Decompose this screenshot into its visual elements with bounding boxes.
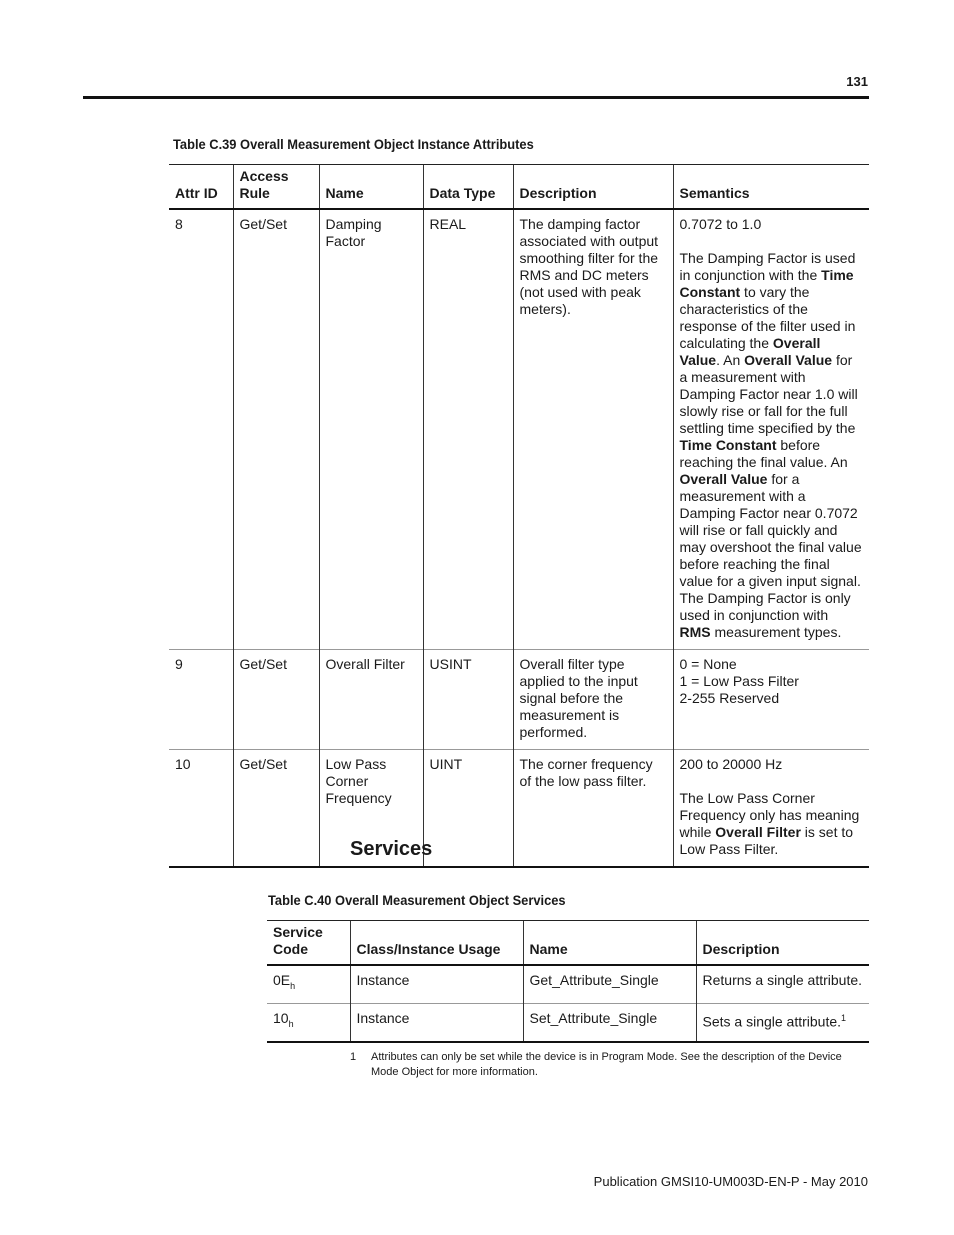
name-cell: Damping Factor: [319, 209, 423, 650]
access-cell: Get/Set: [233, 750, 319, 868]
table-row: [169, 750, 869, 868]
semantics-line: 1 = Low Pass Filter: [679, 673, 799, 689]
attributes-table: [169, 164, 869, 868]
service-name-cell: Set_Attribute_Single: [523, 1003, 696, 1041]
services-heading: Services: [350, 838, 433, 860]
service-description-cell: Returns a single attribute.: [696, 965, 869, 1003]
semantics-cell: [673, 650, 869, 750]
page-number: 131: [846, 74, 868, 89]
name-cell: Overall Filter: [319, 650, 423, 750]
footnote: [350, 1050, 870, 1080]
semantics-line: 2-255 Reserved: [679, 690, 780, 706]
col-description: Description: [696, 921, 869, 966]
services-table: [267, 920, 869, 1043]
col-semantics: Semantics: [673, 165, 869, 210]
semantics-range: 0.7072 to 1.0: [679, 216, 762, 232]
col-service-code: Service Code: [267, 921, 350, 966]
type-cell: USINT: [423, 650, 513, 750]
attr-id-cell: 9: [169, 650, 233, 750]
table-header-row: [169, 165, 869, 210]
col-data-type: Data Type: [423, 165, 513, 210]
col-description: Description: [513, 165, 673, 210]
type-cell: UINT: [423, 750, 513, 868]
header-rule: [83, 96, 869, 99]
col-name: Name: [319, 165, 423, 210]
publication-footer: Publication GMSI10-UM003D-EN-P - May 2010: [593, 1174, 868, 1189]
table-header-row: [267, 921, 869, 966]
table-row: [169, 650, 869, 750]
table-row: [267, 1003, 869, 1041]
col-name: Name: [523, 921, 696, 966]
table-row: [169, 209, 869, 650]
semantics-paragraph: The Damping Factor is used in conjunction with the Time Constant to vary the characteristics of the response of the filter used in calculating the Overall Value. An Overall Value for a measurement with Damping Factor near 1.0 will slowly rise or fall for the full settling time specified by the Time Constant before reaching the final value. An Overall Value for a measurement with a Damping Factor near 0.7072 will rise or fall quickly and may overshoot the final value before reaching the final value for a given input signal.: [679, 250, 862, 589]
footnote-text: Attributes can only be set while the device is in Program Mode. See the description of the Device Mode Object for more information.: [371, 1051, 842, 1078]
service-code-cell: $10_h$: [267, 1003, 350, 1041]
footnote-number: 1: [350, 1051, 357, 1063]
usage-cell: Instance: [350, 1003, 523, 1041]
semantics-line: 0 = None: [679, 656, 737, 672]
semantics-paragraph: The Damping Factor is only used in conjunction with RMS measurement types.: [679, 590, 851, 640]
semantics-cell: [673, 209, 869, 650]
table-c40-caption: Table C.40 Overall Measurement Object Services: [268, 892, 566, 908]
usage-cell: Instance: [350, 965, 523, 1003]
footnote-ref: 1: [841, 1012, 847, 1023]
service-description-cell: Sets a single attribute.$^1$: [696, 1003, 869, 1041]
col-access-rule: Access Rule: [233, 165, 319, 210]
col-usage: Class/Instance Usage: [350, 921, 523, 966]
table-row: [267, 965, 869, 1003]
semantics-range: 200 to 20000 Hz: [679, 756, 783, 772]
col-attr-id: Attr ID: [169, 165, 233, 210]
access-cell: Get/Set: [233, 209, 319, 650]
description-cell: The corner frequency of the low pass filter.: [513, 750, 673, 868]
description-cell: The damping factor associated with output smoothing filter for the RMS and DC meters (not used with peak meters).: [513, 209, 673, 650]
service-name-cell: Get_Attribute_Single: [523, 965, 696, 1003]
semantics-paragraph: The Low Pass Corner Frequency only has meaning while Overall Filter is set to Low Pass Filter.: [679, 790, 860, 857]
name-cell: Low Pass Corner Frequency: [319, 750, 423, 868]
description-cell: Overall filter type applied to the input signal before the measurement is performed.: [513, 650, 673, 750]
attr-id-cell: 8: [169, 209, 233, 650]
service-code-cell: $0E_h$: [267, 965, 350, 1003]
attr-id-cell: 10: [169, 750, 233, 868]
table-c39-caption: Table C.39 Overall Measurement Object Instance Attributes: [173, 136, 534, 152]
semantics-cell: [673, 750, 869, 868]
access-cell: Get/Set: [233, 650, 319, 750]
type-cell: REAL: [423, 209, 513, 650]
